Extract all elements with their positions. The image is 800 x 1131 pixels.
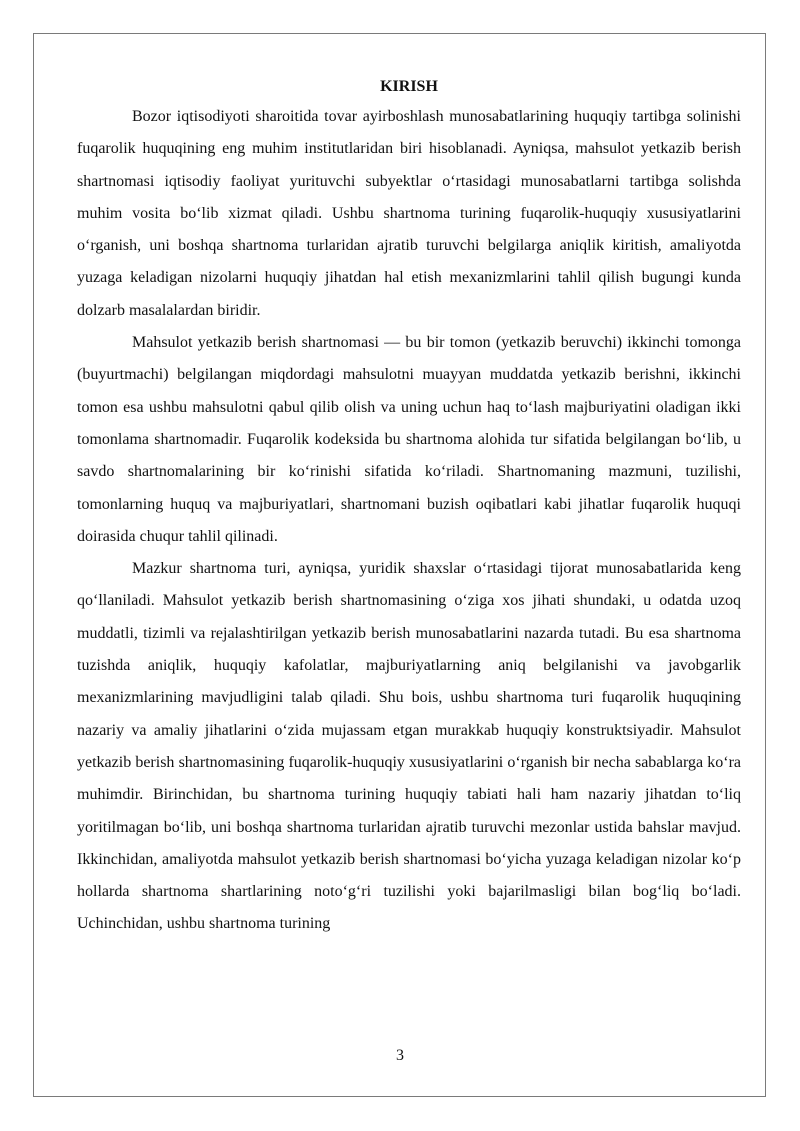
section-heading: KIRISH <box>380 78 438 95</box>
page-number: 3 <box>396 1047 404 1064</box>
paragraph-1: Bozor iqtisodiyoti sharoitida tovar ayirboshlash munosabatlarining huquqiy tartibga solinishi fuqarolik huquqining eng muhim institutlaridan biri hisoblanadi. Ayniqsa, mahsulot yetkazib berish shartnomasi iqtisodiy faoliyat yurituvchi subyektlar oʻrtasidagi munosabatlarni tartibga solishda muhim vosita boʻlib xizmat qiladi. Ushbu shartnoma turining fuqarolik-huquqiy xususiyatlarini oʻrganish, uni boshqa shartnoma turlaridan ajratib turuvchi belgilarga aniqlik kiritish, amaliyotda yuzaga keladigan nizolarni huquqiy jihatdan hal etish mexanizmlarini tahlil qilish bugungi kunda dolzarb masalalardan biridir. <box>77 108 741 319</box>
document-body <box>77 74 741 941</box>
paragraph-3: Mazkur shartnoma turi, ayniqsa, yuridik shaxslar oʻrtasidagi tijorat munosabatlarida keng qoʻllaniladi. Mahsulot yetkazib berish shartnomasining oʻziga xos jihati shundaki, u odatda uzoq muddatli, tizimli va rejalashtirilgan yetkazib berish munosabatlarini nazarda tutadi. Bu esa shartnoma tuzishda aniqlik, huquqiy kafolatlar, majburiyatlarning aniq belgilanishi va javobgarlik mexanizmlarining mavjudligini talab qiladi. Shu bois, ushbu shartnoma turi fuqarolik huquqining nazariy va amaliy jihatlarini oʻzida mujassam etgan murakkab huquqiy konstruktsiyadir. Mahsulot yetkazib berish shartnomasining fuqarolik-huquqiy xususiyatlarini oʻrganish bir necha sabablarga koʻra muhimdir. Birinchidan, bu shartnoma turining huquqiy tabiati hali ham nazariy jihatdan toʻliq yoritilmagan boʻlib, uni boshqa shartnoma turlaridan ajratib turuvchi mezonlar ustida bahslar mavjud. Ikkinchidan, amaliyotda mahsulot yetkazib berish shartnomasi boʻyicha yuzaga keladigan nizolar koʻp hollarda shartnoma shartlarining notoʻgʻri tuzilishi yoki bajarilmasligi bilan bogʻliq boʻladi. Uchinchidan, ushbu shartnoma turining <box>77 560 741 933</box>
paragraph-2: Mahsulot yetkazib berish shartnomasi — bu bir tomon (yetkazib beruvchi) ikkinchi tomonga (buyurtmachi) belgilangan miqdordagi mahsulotni muayyan muddatda yetkazib berishni, ikkinchi tomon esa ushbu mahsulotni qabul qilib olish va uning uchun haq toʻlash majburiyatini oladigan ikki tomonlama shartnomadir. Fuqarolik kodeksida bu shartnoma alohida tur sifatida belgilangan boʻlib, u savdo shartnomalarining bir koʻrinishi sifatida koʻriladi. Shartnomaning mazmuni, tuzilishi, tomonlarning huquq va majburiyatlari, shartnomani buzish oqibatlari kabi jihatlar fuqarolik huquqi doirasida chuqur tahlil qilinadi. <box>77 334 741 545</box>
